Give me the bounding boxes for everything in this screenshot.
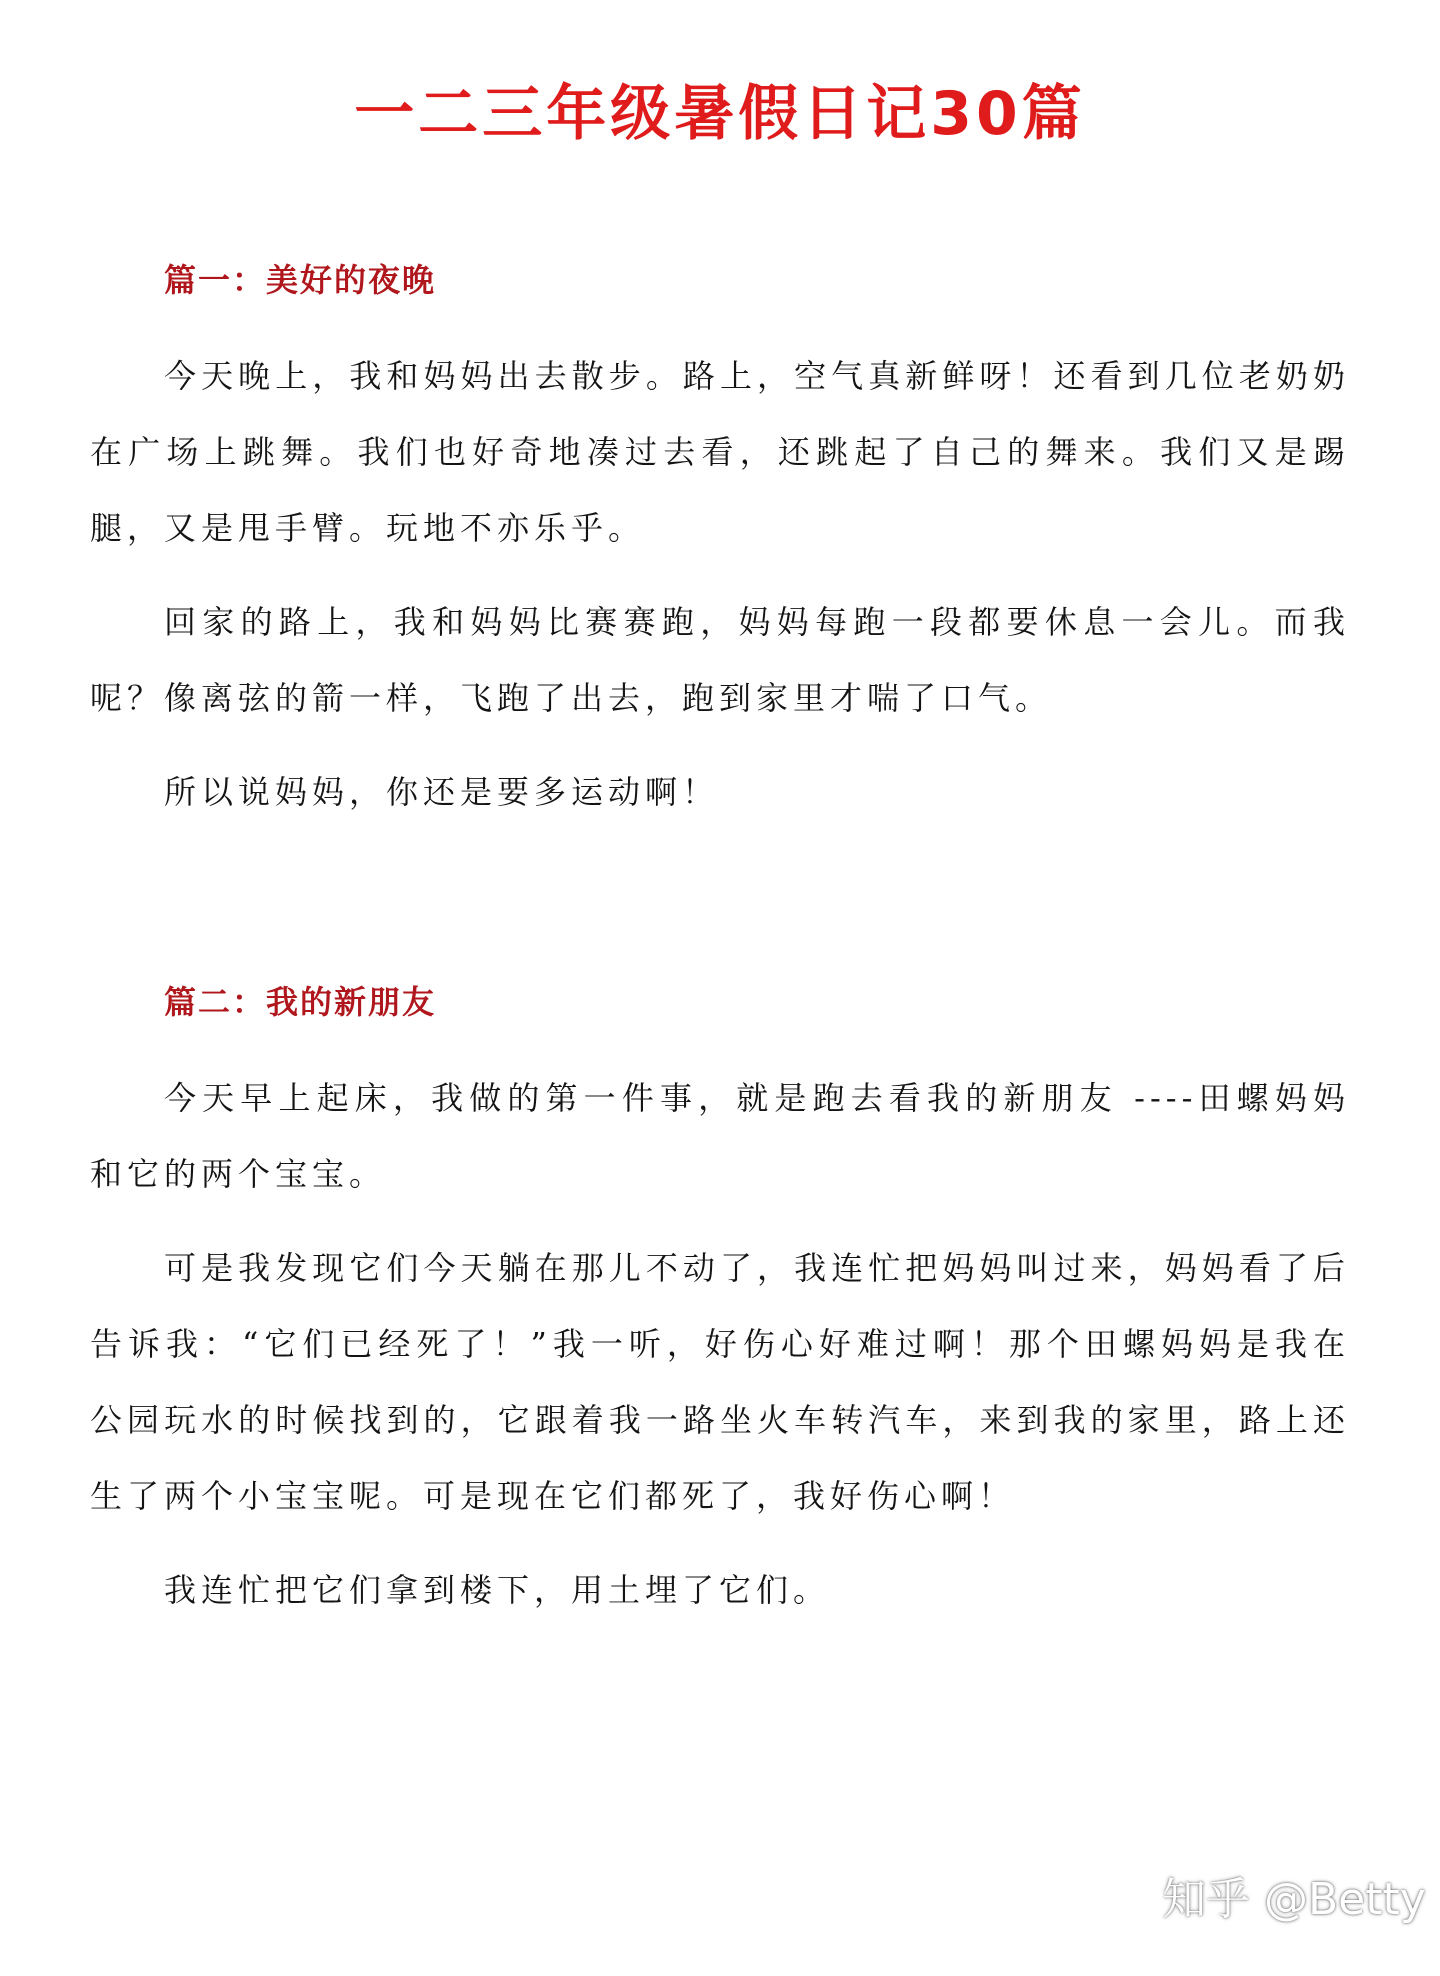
- diary-entry-2: [90, 980, 1350, 1646]
- entry-paragraph: 今天早上起床，我做的第一件事，就是跑去看我的新朋友 ----田螺妈妈和它的两个宝宝。: [90, 1079, 1350, 1193]
- zhihu-watermark: 知乎 @Betty: [1162, 1874, 1426, 1925]
- entry-paragraph: 我连忙把它们拿到楼下，用土埋了它们。: [164, 1571, 831, 1609]
- entry-paragraph: 所以说妈妈，你还是要多运动啊！: [164, 773, 720, 811]
- document-title: 一二三年级暑假日记30篇: [354, 79, 1086, 149]
- diary-entry-1: [90, 258, 1350, 848]
- entry-paragraph: 可是我发现它们今天躺在那儿不动了，我连忙把妈妈叫过来，妈妈看了后告诉我：“它们已经死了！”我一听，好伤心好难过啊！那个田螺妈妈是我在公园玩水的时候找到的，它跟着我一路坐火车转汽车，来到我的家里，路上还生了两个小宝宝呢。可是现在它们都死了，我好伤心啊！: [90, 1249, 1350, 1515]
- entry-heading: 篇二：我的新朋友: [164, 983, 437, 1021]
- entry-paragraph: 回家的路上，我和妈妈比赛赛跑，妈妈每跑一段都要休息一会儿。而我呢？像离弦的箭一样，飞跑了出去，跑到家里才喘了口气。: [90, 603, 1350, 717]
- entry-heading: 篇一：美好的夜晚: [164, 261, 437, 299]
- entry-paragraph: 今天晚上，我和妈妈出去散步。路上，空气真新鲜呀！还看到几位老奶奶在广场上跳舞。我们也好奇地凑过去看，还跳起了自己的舞来。我们又是踢腿，又是甩手臂。玩地不亦乐乎。: [90, 357, 1350, 547]
